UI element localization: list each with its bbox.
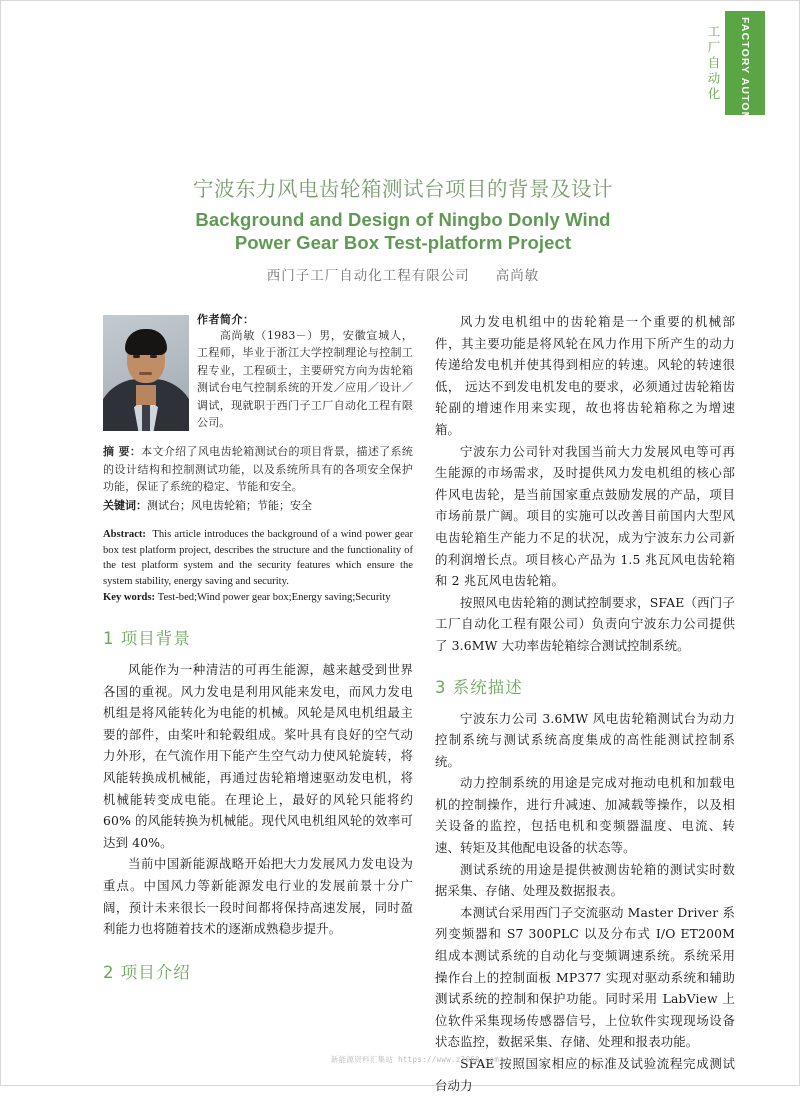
author-portrait-frame: [103, 315, 189, 431]
right-paragraph-2: 宁波东力公司针对我国当前大力发展风电等可再生能源的市场需求，及时提供风力发电机组的核心部件风电齿轮，是当前国家重点鼓励发展的产品，项目市场前景广阔。项目的实施可以改善目前国内大型风电齿轮箱生产能力不足的状况，成为宁波东力公司新的利润增长点。项目核心产品为 1.5 兆瓦风电齿轮箱和 2 兆瓦风电齿轮箱。: [435, 443, 735, 589]
portrait-neck: [136, 385, 156, 405]
page-content-area: [15, 11, 787, 1093]
abstract-english-label: Abstract:: [103, 529, 146, 541]
portrait-eye-left: [133, 355, 140, 358]
page-footer: 新能源资料汇集站 https://www.z3060.com: [330, 1055, 500, 1064]
section3-paragraph-4: 本测试台采用西门子交流驱动 Master Driver 系列变频器和 S7 300PLC 以及分布式 I/O ET200M 组成本测试系统的自动化与变频调速系统。系统采用操作台上的控制面板 MP377 实现对驱动系统和辅助测试系统的控制和保护功能。同时采用 LabView 上位软件采集现场传感器信号，上位软件实现现场设备状态监控，数据采集、存储、处理和报表功能。: [435, 904, 735, 1050]
article-title-block: [55, 175, 751, 284]
left-column: [103, 311, 413, 993]
author-name: 高尚敏: [495, 268, 540, 284]
abstract-chinese: [103, 443, 413, 495]
affiliation-line: [55, 264, 751, 284]
section-heading-1: 1 项目背景: [103, 629, 191, 649]
portrait-tie: [142, 405, 150, 431]
portrait-mouth: [139, 372, 152, 375]
section3-paragraph-3: 测试系统的用途是提供被测齿轮箱的测试实时数据采集、存储、处理及数据报表。: [435, 861, 735, 899]
section-heading-3: 3 系统描述: [435, 677, 523, 697]
right-paragraph-3: 按照风电齿轮箱的测试控制要求，SFAE（西门子工厂自动化工程有限公司）负责向宁波东力公司提供了 3.6MW 大功率齿轮箱综合测试控制系统。: [435, 594, 735, 653]
section3-paragraph-1: 宁波东力公司 3.6MW 风电齿轮箱测试台为动力控制系统与测试系统高度集成的高性能测试控制系统。: [435, 710, 735, 769]
keywords-chinese-label: 关键词：: [103, 498, 147, 512]
section3-paragraph-2: 动力控制系统的用途是完成对拖动电机和加载电机的控制操作，进行升减速、加减载等操作，以及相关设备的监控，包括电机和变频器温度、电流、转速、转矩及其他配电设备的状态等。: [435, 775, 735, 856]
factory-automation-tab: [725, 11, 765, 159]
keywords-english: [103, 590, 413, 606]
author-portrait-image: [103, 315, 189, 431]
section1-paragraph-1: 风能作为一种清洁的可再生能源，越来越受到世界各国的重视。风力发电是利用风能来发电，而风力发电机组是将风能转化为电能的机械。风轮是风电机组最主要的部件，由桨叶和轮毂组成。桨叶具有良好的空气动力外形，在气流作用下能产生空气动力使风轮旋转，将风能转换成机械能，再通过齿轮箱增速驱动发电机，将机械能转变成电能。在理论上，最好的风轮只能将约 60% 的风能转换为机械能。现代风电机组风轮的效率可达到 40%。: [103, 662, 413, 850]
affiliation-text: 西门子工厂自动化工程有限公司: [266, 268, 470, 284]
right-paragraph-1: 风力发电机组中的齿轮箱是一个重要的机械部件，其主要功能是将风轮在风力作用下所产生的动力传递给发电机并使其得到相应的转速。风轮的转速很低， 远达不到发电机发电的要求，必须通过齿轮箱齿轮副的增速作用来实现，故也将齿轮箱称之为增速箱。: [435, 314, 735, 437]
abstract-chinese-text: 本文介绍了风电齿轮箱测试台的项目背景，描述了系统的设计结构和控制测试功能，以及系统所具有的各项安全保护功能，保证了系统的稳定、节能和安全。: [103, 445, 413, 494]
factory-automation-tab-chinese: 工厂自动化: [706, 25, 721, 103]
page-title-english-line1: Background and Design of Ningbo Donly Wind: [195, 209, 611, 230]
portrait-eye-right: [150, 355, 157, 358]
abstract-english: [103, 527, 413, 589]
author-bio-label: 作者简介：: [197, 313, 255, 326]
page-title-chinese: 宁波东力风电齿轮箱测试台项目的背景及设计: [193, 177, 613, 201]
section1-paragraph-2: 当前中国新能源战略开始把大力发展风力发电设为重点。中国风力等新能源发电行业的发展前景十分广阔，预计未来很长一段时间都将保持高速发展，同时盈利能力也将随着技术的逐渐成熟稳步提升。: [103, 856, 413, 937]
abstract-chinese-label: 摘 要：: [103, 445, 142, 459]
page-title-english-line2: Power Gear Box Test-platform Project: [234, 232, 572, 253]
factory-automation-tab-english: FACTORY AUTOMATION: [739, 17, 751, 159]
right-column: [435, 311, 735, 1096]
page-title-english: [55, 208, 751, 254]
keywords-english-label: Key words:: [103, 592, 156, 604]
abstract-english-text: This article introduces the background of a wind power gear box test platform project, describes the structure and the functionality of the test platform system and the security features which ensure the system stability, energy saving and security.: [103, 529, 414, 587]
keywords-english-text: Test-bed;Wind power gear box;Energy saving;Security: [157, 592, 391, 604]
section-heading-2: 2 项目介绍: [103, 962, 191, 982]
keywords-chinese: [103, 497, 413, 514]
section3-paragraph-5: SFAE 按照国家相应的标准及试验流程完成测试台动力: [435, 1056, 735, 1093]
abstract-chinese-block: [103, 443, 413, 514]
author-bio-body: 高尚敏（1983－）男，安徽宣城人，工程师，毕业于浙江大学控制理论与控制工程专业，工程硕士，主要研究方向为齿轮箱测试台电气控制系统的开发／应用／设计／调试，现就职于西门子工厂自动化工程有限公司。: [197, 329, 413, 430]
keywords-chinese-text: 测试台；风电齿轮箱；节能；安全: [147, 498, 312, 512]
